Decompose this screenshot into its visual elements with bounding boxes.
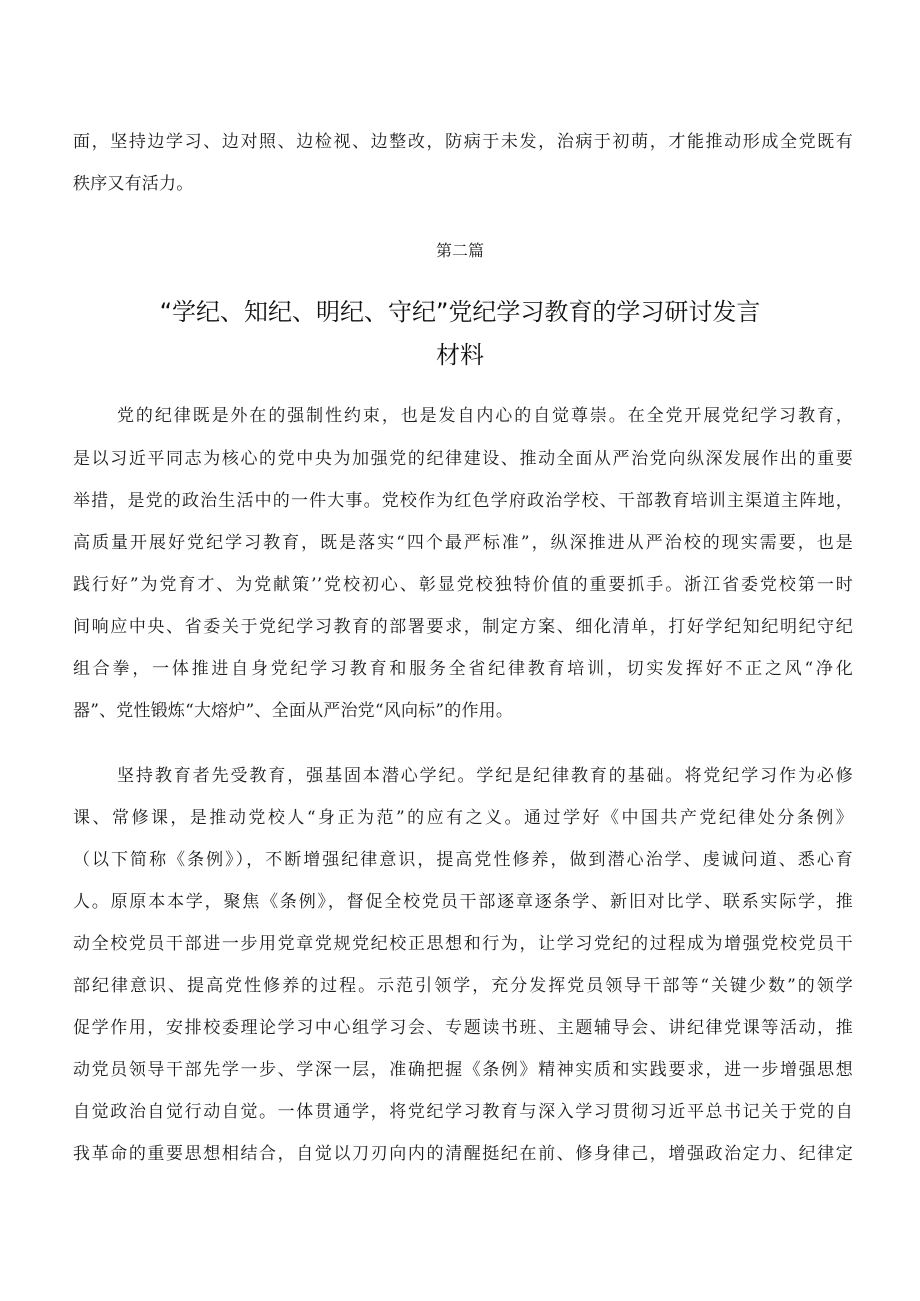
paragraph-1-line-4: 高质量开展好党纪学习教育，既是落实“四个最严标准”，纵深推进从严治校的现实需要，也是: [73, 533, 853, 553]
document-title-line-1: “学纪、知纪、明纪、守纪”党纪学习教育的学习研讨发言: [159, 298, 761, 326]
document-title-line-2: 材料: [436, 341, 484, 369]
paragraph-2-line-6: 部纪律意识、提高党性修养的过程。示范引领学，充分发挥党员领导干部等“关键少数”的领学: [73, 976, 853, 996]
section-label: 第二篇: [435, 241, 484, 260]
paragraph-2-line-10: 我革命的重要思想相结合，自觉以刀刃向内的清醒挺纪在前、修身律己，增强政治定力、纪律定: [73, 1144, 853, 1164]
paragraph-2-line-5: 动全校党员干部进一步用党章党规党纪校正思想和行为，让学习党纪的过程成为增强党校党员干: [73, 934, 853, 954]
intro-line-1: 面，坚持边学习、边对照、边检视、边整改，防病于未发，治病于初萌，才能推动形成全党既有: [73, 132, 853, 152]
paragraph-2-line-4: 人。原原本本学，聚焦《条例》，督促全校党员干部逐章逐条学、新旧对比学、联系实际学，推: [73, 892, 853, 912]
paragraph-2-line-9: 自觉政治自觉行动自觉。一体贯通学，将党纪学习教育与深入学习贯彻习近平总书记关于党的自: [73, 1102, 853, 1122]
paragraph-2-line-1: 坚持教育者先受教育，强基固本潜心学纪。学纪是纪律教育的基础。将党纪学习作为必修: [117, 766, 853, 786]
paragraph-1-line-7: 组合拳，一体推进自身党纪学习教育和服务全省纪律教育培训，切实发挥好不正之风“净化: [73, 659, 853, 679]
paragraph-2-line-2: 课、常修课，是推动党校人“身正为范”的应有之义。通过学好《中国共产党纪律处分条例》: [73, 808, 853, 828]
paragraph-1-line-2: 是以习近平同志为核心的党中央为加强党的纪律建设、推动全面从严治党向纵深发展作出的重要: [73, 449, 853, 469]
paragraph-1-line-3: 举措，是党的政治生活中的一件大事。党校作为红色学府政治学校、干部教育培训主渠道主阵地，: [73, 491, 853, 511]
paragraph-1-line-1: 党的纪律既是外在的强制性约束，也是发自内心的自觉尊崇。在全党开展党纪学习教育，: [117, 406, 853, 426]
paragraph-2-line-7: 促学作用，安排校委理论学习中心组学习会、专题读书班、主题辅导会、讲纪律党课等活动，推: [73, 1018, 853, 1038]
paragraph-2-line-3: （以下简称《条例》），不断增强纪律意识，提高党性修养，做到潜心治学、虔诚问道、悉心育: [73, 850, 853, 870]
intro-line-2: 秩序又有活力。: [73, 174, 194, 194]
paragraph-1-line-6: 间响应中央、省委关于党纪学习教育的部署要求，制定方案、细化清单，打好学纪知纪明纪守纪: [73, 617, 853, 637]
paragraph-1-line-5: 践行好”为党育才、为党献策’’党校初心、彰显党校独特价值的重要抓手。浙江省委党校第一时: [73, 575, 853, 595]
paragraph-1-line-8: 器”、党性锻炼“大熔炉”、全面从严治党“风向标”的作用。: [73, 701, 514, 721]
paragraph-2-line-8: 动党员领导干部先学一步、学深一层，准确把握《条例》精神实质和实践要求，进一步增强思想: [73, 1060, 853, 1080]
